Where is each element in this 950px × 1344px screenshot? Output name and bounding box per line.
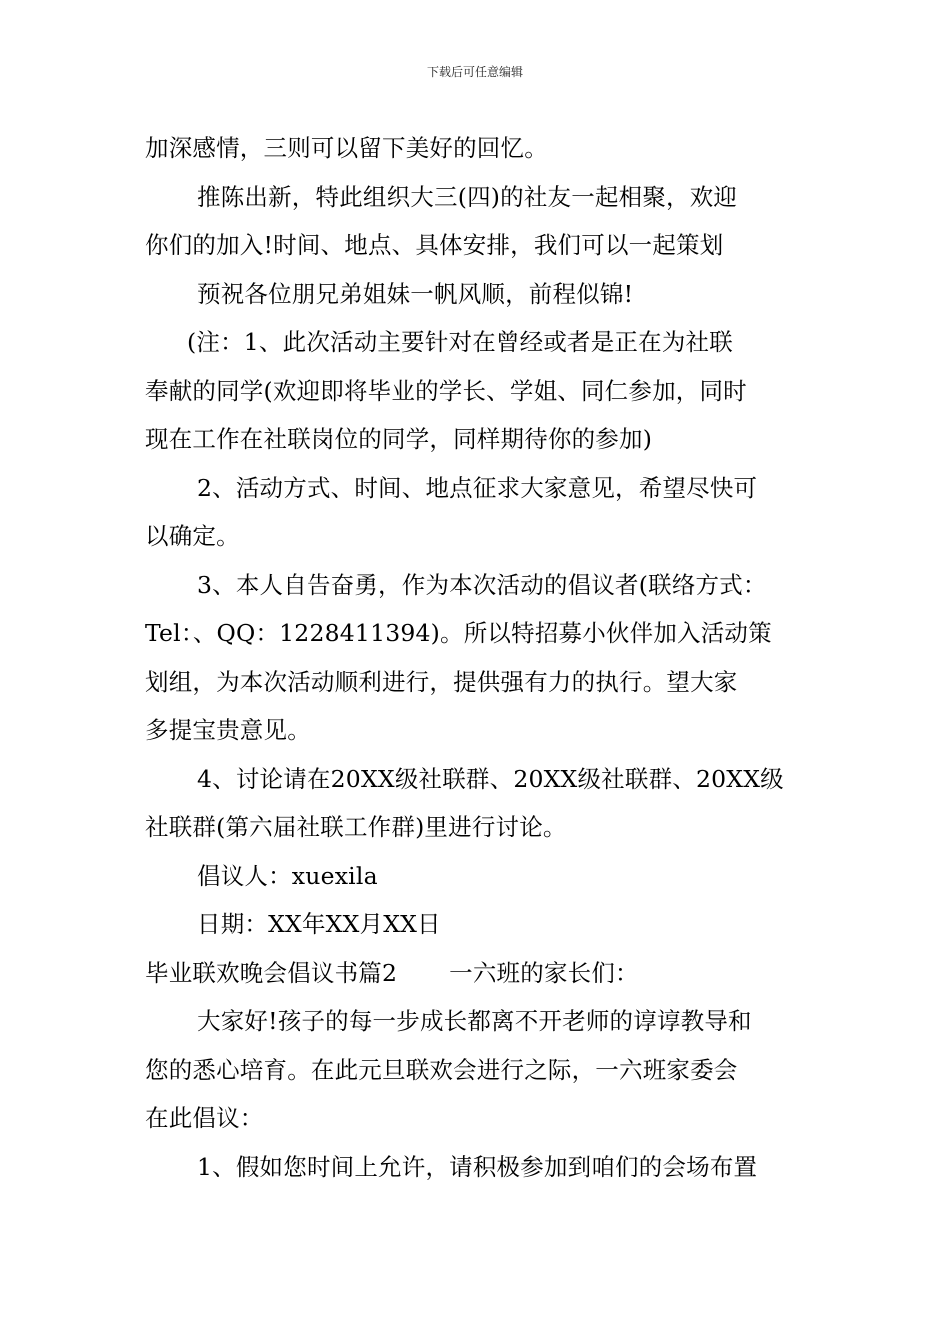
paragraph-line: 多提宝贵意见。 (145, 716, 311, 744)
paragraph-line: 奉献的同学(欢迎即将毕业的学长、学姐、同仁参加，同时 (145, 376, 747, 405)
paragraph-line: 2、活动方式、时间、地点征求大家意见，希望尽快可 (197, 473, 758, 502)
date-line: 日期：XX年XX月XX日 (197, 910, 441, 938)
paragraph-line: 4、讨论请在20XX级社联群、20XX级社联群、20XX级 (197, 764, 784, 793)
section-heading-line (145, 949, 809, 998)
paragraph-line: 推陈出新，特此组织大三(四)的社友一起相聚，欢迎 (197, 182, 738, 211)
paragraph-line: 1、假如您时间上允许，请积极参加到咱们的会场布置 (197, 1152, 758, 1181)
paragraph-line: 大家好!孩子的每一步成长都离不开老师的谆谆教导和 (197, 1007, 752, 1035)
paragraph-line: 你们的加入!时间、地点、具体安排，我们可以一起策划 (145, 231, 724, 259)
paragraph-line: 您的悉心培育。在此元旦联欢会进行之际，一六班家委会 (145, 1055, 738, 1084)
salutation: 一六班的家长们： (449, 958, 639, 987)
paragraph-line: 预祝各位朋兄弟姐妹一帆风顺，前程似锦! (197, 279, 634, 308)
signature-line: 倡议人：xuexila (197, 861, 378, 890)
paragraph-line: 现在工作在社联岗位的同学，同样期待你的参加) (145, 425, 653, 453)
document-body (145, 124, 809, 1191)
paragraph-line: Tel：、QQ：1228411394)。所以特招募小伙伴加入活动策 (145, 619, 772, 647)
paragraph-line: 划组，为本次活动顺利进行，提供强有力的执行。望大家 (145, 667, 738, 696)
paragraph-line: 以确定。 (145, 522, 240, 550)
paragraph-line: 加深感情，三则可以留下美好的回忆。 (145, 134, 548, 162)
section-heading: 毕业联欢晚会倡议书篇2 (145, 958, 398, 987)
paragraph-line: 社联群(第六届社联工作群)里进行讨论。 (145, 813, 567, 841)
paragraph-line: 在此倡议： (145, 1104, 264, 1132)
paragraph-line: (注：1、此次活动主要针对在曾经或者是正在为社联 (187, 328, 733, 356)
paragraph-line: 3、本人自告奋勇，作为本次活动的倡议者(联络方式： (197, 570, 767, 599)
page-header-note: 下载后可任意编辑 (426, 65, 523, 79)
